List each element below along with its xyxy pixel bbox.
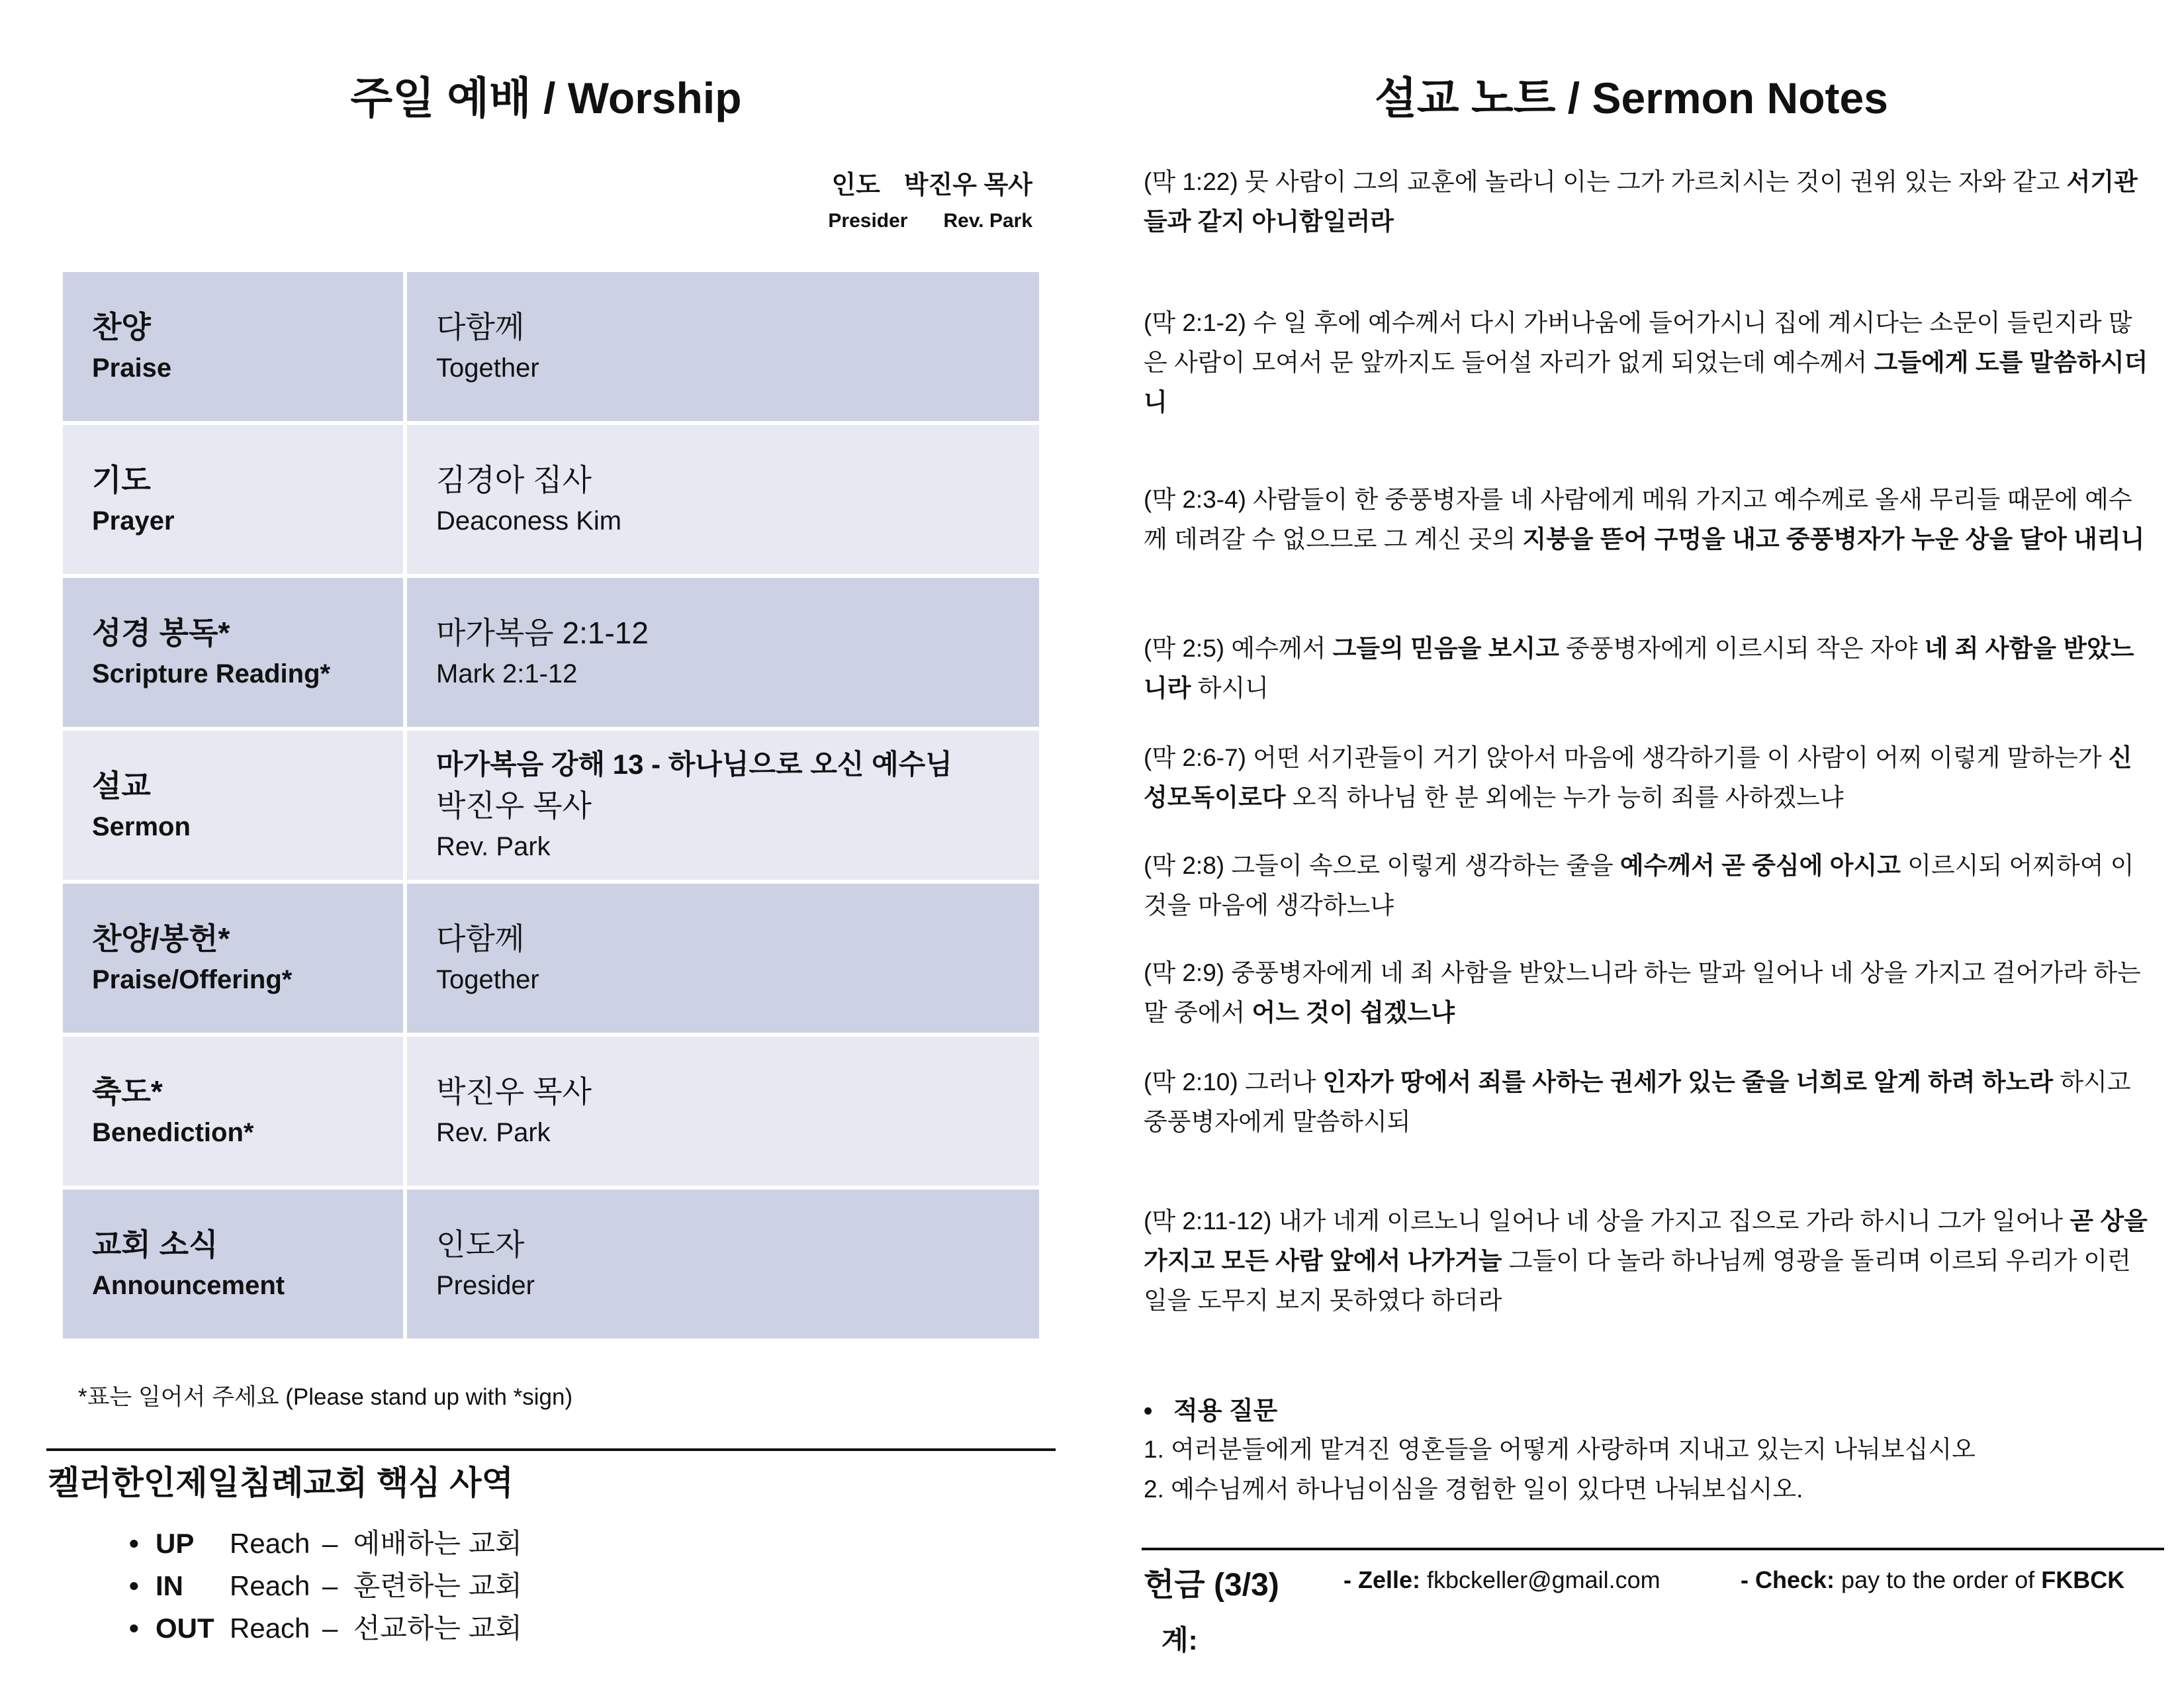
ministry-title: 켈러한인제일침례교회 핵심 사역 [48,1464,514,1501]
verse-bold: 신성모독이로다 [1144,744,2132,811]
bullet-icon: • [1144,1397,1153,1425]
presider-en-label: Presider [828,210,908,232]
item-value-en: Together [436,353,539,383]
verse-bold: 그들의 믿음을 보시고 [1332,635,1559,662]
verse-bold: 어느 것이 쉽겠느냐 [1251,999,1455,1026]
verse-bold: 그들에게 도를 말씀하시더니 [1144,349,2148,416]
item-ko: 축도* [92,1074,163,1109]
questions-list [1144,1430,1976,1509]
divider [46,1448,1056,1451]
verse-after: 그들이 다 놀라 하나님께 영광을 돌리며 이르되 우리가 이런 일을 도무지 보지 못하였다 하더라 [1144,1247,2131,1314]
item-value-ko: 박진우 목사 [436,1074,592,1109]
worship-title: 주일 예배 / Worship [350,73,742,122]
ministry-desc: 예배하는 교회 [353,1528,522,1559]
presider-en-name: Rev. Park [943,210,1032,232]
item-en: Scripture Reading* [92,659,331,688]
verse-ref: (막 2:1-2) [1144,309,1246,336]
ministry-desc: 선교하는 교회 [353,1613,522,1644]
dash: – [322,1528,338,1559]
verse-after: 중풍병자에게 이르시되 작은 자야 [1566,635,1918,662]
ministry-reach: Reach [230,1613,310,1644]
check-label: - Check: [1741,1566,1835,1593]
presider-block [828,164,1032,232]
note-verse [1144,1062,2150,1142]
list-item [129,1565,522,1607]
verse-after: 하시고 중풍병자에게 말씀하시되 [1144,1068,2131,1135]
verse-bold: 곧 상을 가지고 모든 사람 앞에서 나가거늘 [1144,1207,2148,1274]
offering-title: 헌금 (3/3) [1144,1568,1279,1603]
verse-text: 예수께서 [1231,635,1326,662]
item-en: Praise/Offering* [92,964,293,994]
stand-footnote: *표는 일어서 주세요 (Please stand up with *sign) [78,1384,573,1410]
verse-ref: (막 2:6-7) [1144,744,1246,771]
verse-text: 그러나 [1244,1068,1316,1096]
item-en: Benediction* [92,1117,254,1147]
worship-order-table [63,268,1039,1338]
verse-bold: 서기관들과 같지 아니함일러라 [1144,168,2138,235]
verse-after: 오직 하나님 한 분 외에는 누가 능히 죄를 사하겠느냐 [1292,784,1844,811]
item-value-ko: 다함께 [436,921,525,956]
verse-bold: 지붕을 뜯어 구멍을 내고 중풍병자가 누운 상을 달아 내리니 [1522,526,2145,553]
item-ko: 설교 [92,768,151,803]
verse-ref: (막 1:22) [1144,168,1238,195]
bullet: • [129,1570,139,1601]
verse-text: 내가 네게 이르노니 일어나 네 상을 가지고 집으로 가라 하시니 그가 일어나 [1278,1207,2064,1235]
ministry-reach: Reach [230,1570,310,1601]
note-verse [1144,846,2150,925]
verse-text: 수 일 후에 예수께서 다시 가버나움에 들어가시니 집에 계시다는 소문이 들린지라 많은 사람이 모여서 문 앞까지도 들어설 자리가 없게 되었는데 예수께서 [1144,309,2132,376]
verse-text: 뭇 사람이 그의 교훈에 놀라니 이는 그가 가르치시는 것이 권위 있는 자와 같고 [1244,168,2060,195]
item-en: Praise [92,353,172,383]
item-value-en: Deaconess Kim [436,506,622,536]
note-verse [1144,953,2150,1033]
note-verse [1144,629,2150,708]
item-value-en: Rev. Park [436,831,551,861]
item-en: Sermon [92,812,191,841]
zelle-label: - Zelle: [1343,1566,1421,1593]
table-row [63,423,1039,576]
item-value-ko: 김경아 집사 [436,462,592,497]
list-item: 1. 여러분들에게 맡겨진 영혼들을 어떻게 사랑하며 지내고 있는지 나눠보십시오 [1144,1436,1976,1463]
verse-text: 그들이 속으로 이렇게 생각하는 줄을 [1231,852,1614,879]
check-text: pay to the order of [1841,1566,2035,1593]
item-value-ko: 박진우 목사 [436,788,592,823]
list-item [129,1607,522,1650]
zelle-info [1343,1566,1661,1594]
verse-text: 중풍병자에게 네 죄 사함을 받았느니라 하는 말과 일어나 네 상을 가지고 걸어가라 하는 말 중에서 [1144,959,2141,1026]
verse-ref: (막 2:8) [1144,852,1225,879]
item-value-en: Mark 2:1-12 [436,659,578,688]
note-verse [1144,1201,2150,1321]
ministry-code: OUT [156,1613,214,1644]
verse-ref: (막 2:9) [1144,959,1225,986]
zelle-email: fkbckeller@gmail.com [1427,1566,1661,1593]
item-value-ko: 다함께 [436,309,525,344]
dash: – [322,1570,338,1601]
note-verse [1144,480,2150,559]
ministry-reach: Reach [230,1528,310,1559]
item-value-en: Together [436,964,539,994]
check-info [1741,1566,2124,1594]
item-value-ko: 마가복음 2:1-12 [436,615,649,650]
questions-title [1144,1390,1277,1427]
item-ko: 성경 봉독* [92,615,230,650]
item-value-ko: 인도자 [436,1227,525,1262]
note-verse [1144,162,2150,242]
total-label: 계: [1161,1624,1198,1656]
item-value-en: Presider [436,1270,535,1300]
note-verse [1144,738,2150,818]
item-en: Announcement [92,1270,285,1300]
verse-text: 어떤 서기관들이 거기 앉아서 마음에 생각하기를 이 사람이 어찌 이렇게 말하는가 [1253,744,2102,771]
questions-title-text: 적용 질문 [1173,1397,1278,1425]
sermon-title: 마가복음 강해 13 - 하나님으로 오신 예수님 [436,748,952,780]
verse-bold: 예수께서 곧 중심에 아시고 [1619,852,1901,879]
bullet: • [129,1528,139,1559]
divider [1142,1548,2164,1550]
table-row [63,576,1039,729]
sermon-notes-title: 설교 노트 / Sermon Notes [1375,73,1888,122]
bullet: • [129,1613,139,1644]
verse-ref: (막 2:10) [1144,1068,1238,1096]
table-row [63,270,1039,423]
ministry-code: IN [156,1570,183,1601]
verse-text: 사람들이 한 중풍병자를 네 사람에게 메워 가지고 예수께로 올새 무리들 때문에 예수께 데려갈 수 없으므로 그 계신 곳의 [1144,486,2132,553]
verse-ref: (막 2:11-12) [1144,1207,1272,1235]
check-payee: FKBCK [2041,1566,2125,1593]
verse-bold: 인자가 땅에서 죄를 사하는 권세가 있는 줄을 너희로 알게 하려 하노라 [1322,1068,2054,1096]
table-row [63,1035,1039,1188]
presider-ko-name: 박진우 목사 [903,171,1032,199]
verse-ref: (막 2:3-4) [1144,486,1246,513]
list-item [129,1523,522,1565]
verse-bold: 네 죄 사함을 받았느니라 [1144,635,2134,702]
dash: – [322,1613,338,1644]
verse-ref: (막 2:5) [1144,635,1225,662]
verse-after: 하시니 [1197,675,1269,702]
table-row [63,1188,1039,1338]
item-ko: 찬양 [92,309,151,344]
ministry-code: UP [156,1528,195,1559]
ministry-desc: 훈련하는 교회 [353,1570,522,1601]
list-item: 2. 예수님께서 하나님이심을 경험한 일이 있다면 나눠보십시오. [1144,1476,1803,1503]
item-ko: 찬양/봉헌* [92,921,230,956]
table-row [63,882,1039,1035]
item-value-en: Rev. Park [436,1117,551,1147]
note-verse [1144,303,2150,422]
table-row [63,729,1039,882]
item-en: Prayer [92,506,175,536]
verse-after: 이르시되 어찌하여 이것을 마음에 생각하느냐 [1144,852,2134,919]
item-ko: 교회 소식 [92,1227,218,1262]
item-ko: 기도 [92,462,151,497]
ministry-list [129,1523,522,1650]
presider-ko-label: 인도 [831,171,880,199]
